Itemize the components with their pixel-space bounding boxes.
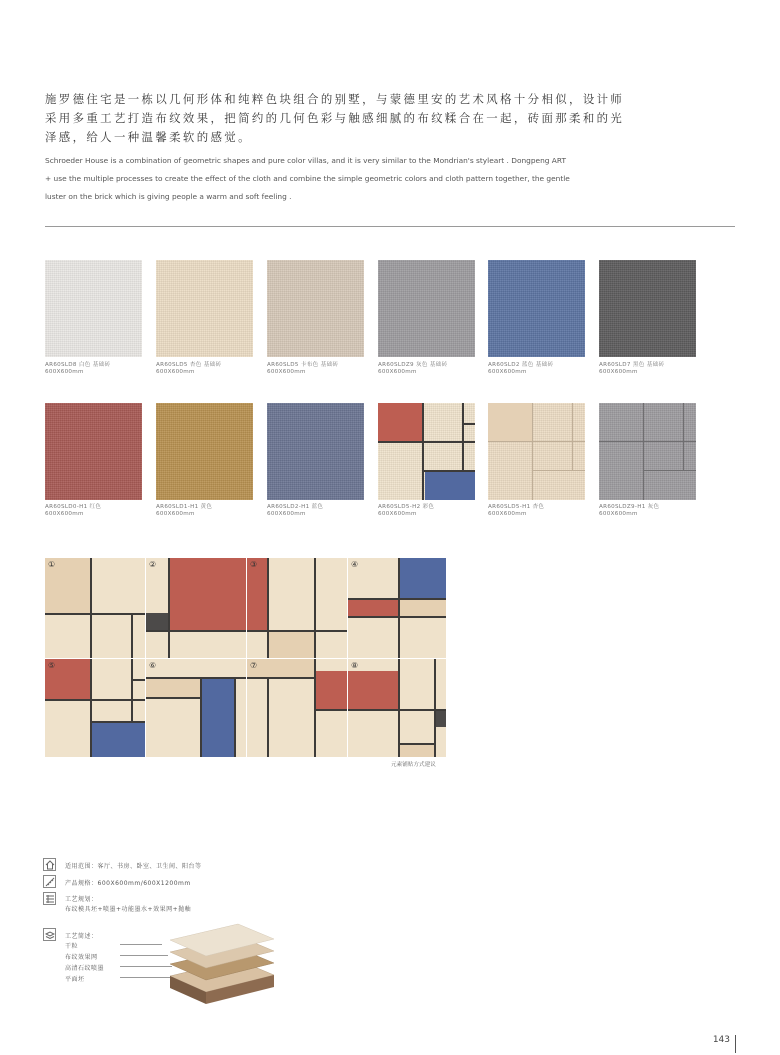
tile-swatch [378, 260, 475, 357]
panel-number: ① [48, 560, 56, 569]
tile-caption [488, 362, 598, 376]
grid-line [90, 659, 92, 757]
process-title: 工艺规划： [65, 896, 98, 903]
panel-number: ⑧ [351, 661, 359, 670]
tile-caption [45, 504, 155, 518]
grid-line [247, 677, 316, 679]
grid-line [316, 709, 347, 711]
intro-chinese [45, 90, 625, 147]
tile-size: 600X600mm [378, 511, 417, 517]
panel-number: ④ [351, 560, 359, 569]
tile-name: AR60SLDZ9 灰色 基础砖 [378, 362, 448, 368]
blue-block [400, 558, 446, 598]
tile-swatch [488, 260, 585, 357]
grid-line [200, 677, 202, 757]
grid-line [234, 677, 236, 757]
grid-line [378, 441, 475, 443]
grid-line [348, 616, 446, 618]
grid-line [643, 403, 644, 500]
tile-swatch [599, 260, 696, 357]
tile-swatch [267, 260, 364, 357]
grid-line [45, 699, 145, 701]
tile-size: 600X600mm [156, 511, 195, 517]
tile-size: 600X600mm [156, 369, 195, 375]
blue-block [92, 723, 145, 757]
pattern-caption: 元素铺贴方式建议 [391, 762, 436, 768]
layer-label: 平面坯 [65, 976, 85, 983]
tile-caption [599, 504, 709, 518]
grid-line [348, 709, 446, 711]
tile-layers-illustration [150, 920, 290, 1010]
pattern-panel-8 [348, 659, 446, 757]
list-icon [43, 892, 56, 905]
grid-line [314, 558, 316, 658]
tile-name: AR60SLD5-H2 彩色 [378, 504, 435, 510]
grid-line [599, 441, 696, 442]
grid-line [348, 598, 446, 600]
tile-size: 600X600mm [267, 369, 306, 375]
pattern-panel-1 [45, 558, 145, 658]
pattern-panel-5 [45, 659, 145, 757]
pattern-panel-3 [247, 558, 347, 658]
grid-line [400, 743, 436, 745]
page-number-bar [735, 1035, 736, 1053]
tile-name: AR60SLD2 蓝色 基础砖 [488, 362, 554, 368]
page-number: 143 [712, 1035, 730, 1045]
grid-line [131, 679, 145, 681]
tile-size: 600X600mm [45, 511, 84, 517]
red-block [316, 671, 347, 709]
usage-text: 适用范围：客厅、书房、卧室、卫生间、阳台等 [65, 863, 202, 870]
tile-swatch [156, 403, 253, 500]
intro-cn-line: 采用多重工艺打造布纹效果，把简约的几何色彩与触感细腻的布纹糅合在一起，砖面那柔和的光 [45, 111, 625, 125]
tile-caption [267, 504, 377, 518]
grid-line [488, 441, 585, 442]
red-block [348, 671, 398, 709]
tile-size: 600X600mm [488, 369, 527, 375]
intro-english [45, 152, 605, 206]
blue-block [202, 679, 234, 757]
grid-line [92, 721, 145, 723]
tile-swatch [156, 260, 253, 357]
tile-caption [488, 504, 598, 518]
tile-size: 600X600mm [45, 369, 84, 375]
tile-name: AR60SLD2-H1 蓝色 [267, 504, 324, 510]
grid-line [398, 558, 400, 658]
panel-number: ③ [250, 560, 258, 569]
tile-swatch-apricot-h1 [488, 403, 585, 500]
grid-line [644, 470, 696, 471]
house-icon [43, 858, 56, 871]
grid-line [131, 615, 133, 658]
layers-title: 工艺简述： [65, 933, 98, 940]
grid-line [146, 697, 202, 699]
tile-swatch-grey-h1 [599, 403, 696, 500]
ruler-icon [43, 875, 56, 888]
grid-line [146, 677, 246, 679]
tile-name: AR60SLD7 黑色 基础砖 [599, 362, 665, 368]
tile-caption [45, 362, 155, 376]
intro-cn-line: 泽感，给人一种温馨柔软的感觉。 [45, 130, 252, 144]
tile-swatch-mondrian [378, 403, 475, 500]
tan-block [146, 679, 200, 697]
section-divider [45, 226, 735, 227]
grid-line [683, 403, 684, 471]
grid-line [422, 403, 424, 500]
panel-block [488, 403, 532, 441]
pattern-panel-4 [348, 558, 446, 658]
panel-number: ⑦ [250, 661, 258, 670]
layer-label: 干粒 [65, 943, 79, 950]
tile-name: AR60SLDZ9-H1 灰色 [599, 504, 660, 510]
red-block [169, 558, 246, 630]
tile-name: AR60SLD1-H1 黄色 [156, 504, 213, 510]
grid-line [90, 558, 92, 658]
tan-block [269, 632, 314, 658]
tile-name: AR60SLD0-H1 红色 [45, 504, 102, 510]
intro-en-line: + use the multiple processes to create the effect of the cloth and combine the simple geometric colors and cloth pattern together, the gentle [45, 174, 570, 183]
pattern-panel-7 [247, 659, 347, 757]
tan-block [400, 745, 436, 757]
grid-line [267, 679, 269, 757]
red-block [378, 403, 422, 441]
tile-size: 600X600mm [488, 511, 527, 517]
dark-block [436, 709, 446, 727]
tile-swatch [45, 403, 142, 500]
layer-label: 高清石纹喷墨 [65, 965, 105, 972]
grid-line [168, 558, 170, 658]
panel-number: ⑤ [48, 661, 56, 670]
layers-icon [43, 928, 56, 941]
spec-text: 产品规格：600X600mm/600X1200mm [65, 880, 191, 887]
tile-name: AR60SLD8 白色 基础砖 [45, 362, 111, 368]
grid-line [131, 659, 133, 721]
tile-size: 600X600mm [378, 369, 417, 375]
layer-label: 布纹效果网 [65, 954, 98, 961]
tile-caption [378, 504, 488, 518]
tile-size: 600X600mm [599, 511, 638, 517]
tile-caption [378, 362, 488, 376]
tile-caption [156, 362, 266, 376]
tile-caption [267, 362, 377, 376]
grid-line [45, 613, 145, 615]
tile-swatch [267, 403, 364, 500]
blue-block [425, 472, 475, 500]
grid-line [424, 470, 475, 472]
intro-en-line: Schroeder House is a combination of geometric shapes and pure color villas, and it is very similar to the Mondrian's styleart . Dongpeng ART [45, 156, 566, 165]
tile-name: AR60SLD5-H1 杏色 [488, 504, 545, 510]
grid-line [247, 630, 347, 632]
pattern-panel-2 [146, 558, 246, 658]
panel-number: ⑥ [149, 661, 157, 670]
grid-line [572, 403, 573, 471]
intro-en-line: luster on the brick which is giving people a warm and soft feeling . [45, 192, 292, 201]
tile-name: AR60SLD5 卡布色 基础砖 [267, 362, 339, 368]
grid-line [462, 423, 475, 425]
grid-line [267, 558, 269, 658]
grid-line [146, 630, 246, 632]
tile-size: 600X600mm [267, 511, 306, 517]
grid-line [532, 403, 533, 500]
tile-caption [599, 362, 709, 376]
tan-block [400, 600, 446, 616]
pattern-panel-6 [146, 659, 246, 757]
tile-size: 600X600mm [599, 369, 638, 375]
intro-cn-line: 施罗德住宅是一栋以几何形体和纯粹色块组合的别墅，与蒙德里安的艺术风格十分相似，设计师 [45, 92, 625, 106]
process-steps: 布纹模具坯+喷墨+功能墨水+效果网+抛釉 [65, 906, 192, 913]
tile-caption [156, 504, 266, 518]
panel-number: ② [149, 560, 157, 569]
grid-line [314, 659, 316, 757]
grid-line [533, 470, 585, 471]
tile-swatch [45, 260, 142, 357]
tile-name: AR60SLD5 杏色 基础砖 [156, 362, 222, 368]
red-block [348, 600, 398, 616]
dark-block [146, 613, 168, 630]
grid-line [462, 403, 464, 471]
